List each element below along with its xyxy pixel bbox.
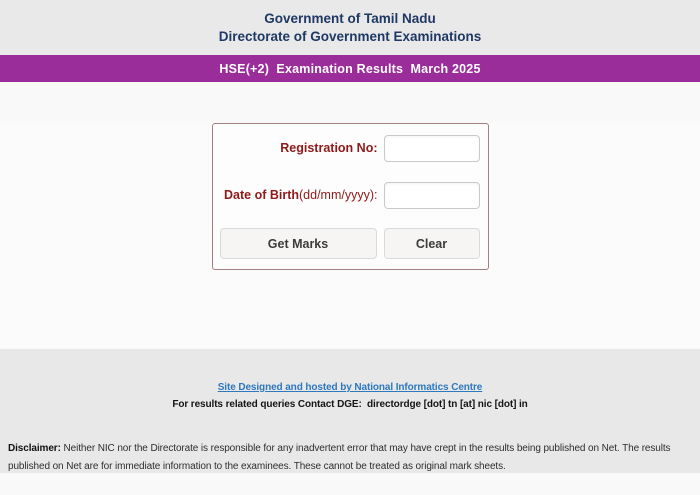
contact-info: For results related queries Contact DGE: directordge [dot] tn [at] nic [dot] in — [172, 399, 528, 410]
dob-input[interactable] — [384, 182, 480, 209]
bottom-spacer — [0, 473, 700, 495]
government-title: Government of Tamil Nadu — [264, 10, 436, 26]
dob-row — [213, 181, 488, 209]
form-buttons — [213, 228, 488, 259]
disclaimer-label: Disclaimer: — [8, 443, 61, 454]
registration-label: Registration No: — [280, 141, 378, 155]
results-banner-title: HSE(+2) Examination Results March 2025 — [219, 61, 481, 76]
registration-input[interactable] — [384, 135, 480, 162]
dob-label-main: Date of Birth — [224, 188, 300, 202]
dob-label — [213, 188, 384, 202]
get-marks-button[interactable]: Get Marks — [220, 228, 377, 259]
directorate-title: Directorate of Government Examinations — [218, 28, 482, 44]
disclaimer-body: Neither NIC nor the Directorate is responsible for any inadvertent error that may have crept in the results being published on Net. The results published on Net are for immediate information to the examinees. These cannot be treated as original mark sheets. — [8, 443, 671, 472]
results-banner — [0, 55, 700, 82]
registration-row — [213, 134, 488, 162]
nic-credit-link[interactable]: Site Designed and hosted by National Informatics Centre — [217, 382, 483, 393]
results-form — [212, 123, 489, 270]
clear-button[interactable]: Clear — [384, 228, 480, 259]
disclaimer-text — [8, 440, 692, 476]
main-content — [0, 123, 700, 349]
dob-format-hint: (dd/mm/yyyy): — [299, 188, 378, 202]
page-header — [0, 0, 700, 55]
page-footer — [0, 349, 700, 473]
